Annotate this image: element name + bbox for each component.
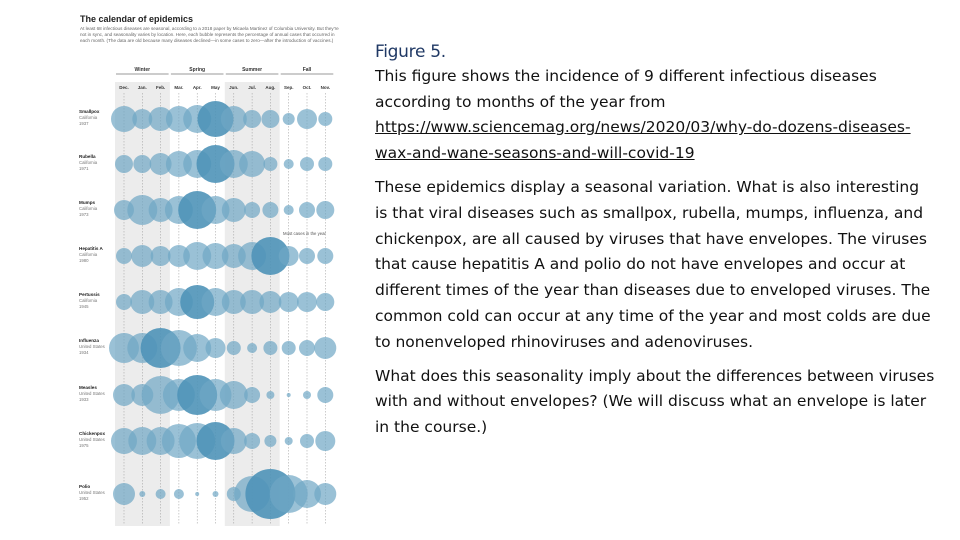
bubble-rubella [318, 157, 332, 171]
month-label: Jul. [248, 85, 256, 90]
bubble-chickenpox [315, 431, 335, 451]
bubble-chickenpox [221, 428, 247, 454]
disease-place: California [79, 252, 98, 257]
figure-subtitle: At least 68 infectious diseases are seasonal, according to a 2018 paper by Micaela Martinez of Columbia University. But they're not in sync, and seasonality varies by location. Here, each bubble represents the percentage of annual cases that occurred in each month. (The data are old because many diseases declined—in some cases to zero—after the introduction of vaccines.) [80, 26, 339, 43]
month-label: Feb. [155, 85, 166, 90]
bubble-rubella [263, 157, 277, 171]
disease-name: Measles [79, 385, 97, 390]
disease-place: United States [79, 437, 105, 442]
month-label: Sep. [283, 85, 294, 90]
bubble-polio [139, 491, 145, 497]
disease-year: 1945 [79, 304, 89, 309]
bubble-polio [113, 483, 135, 505]
bubble-smallpox [297, 109, 317, 129]
bubble-mumps [244, 202, 260, 218]
season-label: Fall [302, 67, 312, 73]
bubble-chickenpox [300, 434, 314, 448]
bubble-measles [220, 381, 248, 409]
month-label: Aug. [265, 85, 276, 90]
bubble-smallpox [283, 113, 295, 125]
bubble-measles [287, 393, 291, 397]
bubble-influenza [314, 337, 336, 359]
bubble-pertussis [259, 291, 281, 313]
bubble-measles [266, 391, 274, 399]
bubble-smallpox [221, 106, 247, 132]
bubble-measles [303, 391, 311, 399]
disease-name: Rubella [79, 154, 96, 159]
bubble-polio [174, 489, 184, 499]
disease-year: 1952 [79, 496, 89, 501]
bubble-hepatitis-a [317, 248, 333, 264]
disease-place: California [79, 160, 98, 165]
bubble-hepatitis-a [279, 246, 299, 266]
slide-text [375, 40, 935, 449]
disease-place: United States [79, 344, 105, 349]
disease-place: United States [79, 391, 105, 396]
disease-name: Chickenpox [79, 431, 106, 436]
disease-year: 1973 [79, 212, 89, 217]
disease-place: California [79, 115, 98, 120]
bubble-hepatitis-a [151, 246, 171, 266]
bubble-influenza [206, 338, 226, 358]
bubble-mumps [299, 202, 315, 218]
bubble-rubella [133, 155, 151, 173]
bubble-chart [75, 10, 345, 530]
month-label: Apr. [192, 85, 202, 90]
disease-year: 1975 [79, 443, 89, 448]
month-label: Nov. [320, 85, 331, 90]
bubble-polio [156, 489, 166, 499]
paragraph-1 [375, 64, 935, 167]
disease-name: Mumps [79, 200, 96, 205]
bubble-smallpox [318, 112, 332, 126]
bubble-mumps [222, 198, 246, 222]
bubble-influenza [227, 341, 241, 355]
month-label: Mar. [174, 85, 184, 90]
bubble-hepatitis-a [131, 245, 153, 267]
disease-year: 1971 [79, 166, 89, 171]
month-label: May [211, 85, 220, 90]
bubble-measles [317, 387, 333, 403]
month-label: Dec. [119, 85, 129, 90]
figure-heading: Figure 5. [375, 42, 446, 62]
bubble-polio [213, 491, 219, 497]
disease-year: 1933 [79, 397, 89, 402]
bubble-rubella [300, 157, 314, 171]
annotation-most-cases: Most cases in the year [283, 231, 326, 236]
bubble-influenza [247, 343, 257, 353]
source-link[interactable]: https://www.sciencemag.org/news/2020/03/why-do-dozens-diseases-wax-and-wane-seasons-and-will-covid-19 [375, 118, 911, 163]
disease-name: Smallpox [79, 109, 100, 114]
disease-name: Polio [79, 484, 91, 489]
paragraph-2: These epidemics display a seasonal variation. What is also interesting is that viral diseases such as smallpox, rubella, mumps, influenza, and chickenpox, are all caused by viruses that have envelopes. The viruses that cause hepatitis A and polio do not have envelopes and occur at different times of the year than diseases due to enveloped viruses. The common cold can occur at any time of the year and most colds are due to nonenveloped rhinoviruses and adenoviruses. [375, 177, 931, 351]
bubble-pertussis [116, 294, 132, 310]
season-label: Winter [134, 67, 151, 73]
disease-name: Hepatitis A [79, 246, 103, 251]
bubble-polio [195, 492, 199, 496]
disease-place: California [79, 298, 98, 303]
disease-name: Influenza [79, 338, 99, 343]
disease-place: California [79, 206, 98, 211]
season-label: Spring [189, 67, 206, 73]
bubble-rubella [239, 151, 265, 177]
paragraph-3: What does this seasonality imply about the differences between viruses with and without envelopes? (We will discuss what an envelope is later in the course.) [375, 366, 935, 437]
bubble-hepatitis-a [299, 248, 315, 264]
bubble-mumps [316, 201, 334, 219]
bubble-pertussis [297, 292, 317, 312]
bubble-mumps [284, 205, 294, 215]
disease-year: 1937 [79, 121, 89, 126]
bubble-influenza [299, 340, 315, 356]
month-label: Jun. [229, 85, 239, 90]
month-label: Jan. [137, 85, 147, 90]
bubble-smallpox [261, 110, 279, 128]
bubble-polio [314, 483, 336, 505]
bubble-influenza [282, 341, 296, 355]
bubble-influenza [263, 341, 277, 355]
epidemic-calendar-figure [75, 10, 345, 530]
paragraph-1-text: This figure shows the incidence of 9 different infectious diseases according to months of the year from [375, 66, 877, 111]
bubble-rubella [115, 155, 133, 173]
season-label: Summer [242, 67, 263, 73]
bubble-pertussis [316, 293, 334, 311]
bubble-chickenpox [264, 435, 276, 447]
bubble-mumps [262, 202, 278, 218]
disease-place: United States [79, 490, 105, 495]
bubble-rubella [284, 159, 294, 169]
disease-year: 1934 [79, 350, 89, 355]
bubble-smallpox [243, 110, 261, 128]
bubble-chickenpox [285, 437, 293, 445]
figure-title: The calendar of epidemics [80, 14, 194, 24]
month-label: Oct. [302, 85, 312, 90]
bubble-hepatitis-a [116, 248, 132, 264]
disease-name: Pertussis [79, 292, 100, 297]
bubble-measles [244, 387, 260, 403]
bubble-pertussis [279, 292, 299, 312]
disease-year: 1980 [79, 258, 89, 263]
bubble-chickenpox [244, 433, 260, 449]
